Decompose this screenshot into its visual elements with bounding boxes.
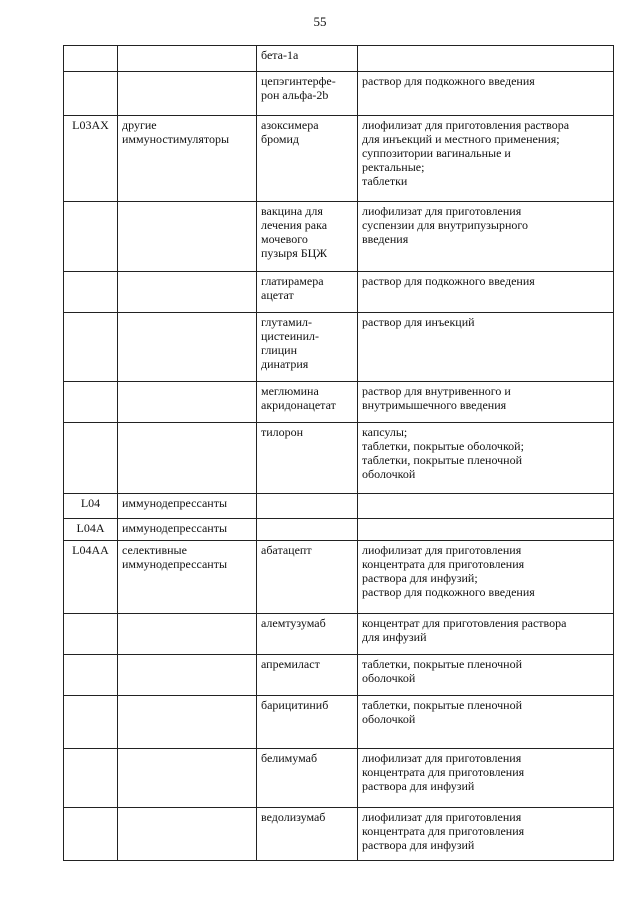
dosage-form-cell: лиофилизат для приготовления раствора для инъекций и местного применения; суппозитории вагинальные и ректальные; таблетки — [358, 116, 614, 202]
atc-group-cell — [118, 313, 257, 382]
atc-group-cell: селективные иммунодепрессанты — [118, 541, 257, 614]
atc-group-cell — [118, 423, 257, 494]
table-row — [64, 614, 614, 655]
atc-group-cell — [118, 202, 257, 272]
drug-name-cell: алемтузумаб — [257, 614, 358, 655]
dosage-form-cell: концентрат для приготовления раствора для инфузий — [358, 614, 614, 655]
atc-group-cell — [118, 614, 257, 655]
table-row — [64, 423, 614, 494]
dosage-form-cell: раствор для подкожного введения — [358, 272, 614, 313]
atc-group-cell — [118, 72, 257, 116]
atc-code-cell — [64, 696, 118, 749]
table-row — [64, 749, 614, 808]
table-row — [64, 696, 614, 749]
drug-name-cell: глатирамера ацетат — [257, 272, 358, 313]
drug-name-cell: азоксимера бромид — [257, 116, 358, 202]
atc-group-cell — [118, 749, 257, 808]
dosage-form-cell — [358, 46, 614, 72]
table-row — [64, 46, 614, 72]
atc-group-cell — [118, 46, 257, 72]
atc-code-cell — [64, 614, 118, 655]
drug-name-cell: тилорон — [257, 423, 358, 494]
atc-code-cell — [64, 72, 118, 116]
table-row — [64, 202, 614, 272]
drug-name-cell: вакцина для лечения рака мочевого пузыря БЦЖ — [257, 202, 358, 272]
drug-name-cell: абатацепт — [257, 541, 358, 614]
table-row — [64, 519, 614, 541]
drug-name-cell: меглюмина акридонацетат — [257, 382, 358, 423]
atc-group-cell: другие иммуностимуляторы — [118, 116, 257, 202]
dosage-form-cell: раствор для внутривенного и внутримышечного введения — [358, 382, 614, 423]
table-row — [64, 382, 614, 423]
table-row — [64, 116, 614, 202]
dosage-form-cell: раствор для подкожного введения — [358, 72, 614, 116]
table-body — [64, 46, 614, 861]
table-row — [64, 655, 614, 696]
atc-group-cell: иммунодепрессанты — [118, 519, 257, 541]
atc-code-cell — [64, 313, 118, 382]
table-row — [64, 272, 614, 313]
atc-code-cell — [64, 272, 118, 313]
drug-name-cell — [257, 494, 358, 519]
atc-code-cell — [64, 423, 118, 494]
atc-code-cell: L04 — [64, 494, 118, 519]
drug-name-cell: бета-1a — [257, 46, 358, 72]
table-row — [64, 313, 614, 382]
dosage-form-cell: лиофилизат для приготовления концентрата для приготовления раствора для инфузий; раствор для подкожного введения — [358, 541, 614, 614]
drug-name-cell — [257, 519, 358, 541]
dosage-form-cell: лиофилизат для приготовления суспензии для внутрипузырного введения — [358, 202, 614, 272]
atc-code-cell — [64, 655, 118, 696]
atc-code-cell — [64, 808, 118, 861]
atc-group-cell — [118, 382, 257, 423]
table-row — [64, 72, 614, 116]
table-row — [64, 494, 614, 519]
dosage-form-cell: таблетки, покрытые пленочной оболочкой — [358, 655, 614, 696]
drug-name-cell: белимумаб — [257, 749, 358, 808]
table-row — [64, 808, 614, 861]
atc-code-cell — [64, 382, 118, 423]
atc-code-cell — [64, 749, 118, 808]
atc-group-cell — [118, 655, 257, 696]
atc-group-cell — [118, 272, 257, 313]
dosage-form-cell: таблетки, покрытые пленочной оболочкой — [358, 696, 614, 749]
atc-code-cell: L04AA — [64, 541, 118, 614]
dosage-form-cell — [358, 519, 614, 541]
page-number: 55 — [313, 14, 327, 29]
drug-table — [63, 45, 614, 861]
table-row — [64, 541, 614, 614]
drug-name-cell: цепэгинтерфе- рон альфа-2b — [257, 72, 358, 116]
atc-code-cell — [64, 202, 118, 272]
drug-name-cell: глутамил- цистеинил- глицин динатрия — [257, 313, 358, 382]
dosage-form-cell: лиофилизат для приготовления концентрата для приготовления раствора для инфузий — [358, 808, 614, 861]
atc-group-cell — [118, 696, 257, 749]
drug-name-cell: ведолизумаб — [257, 808, 358, 861]
atc-group-cell — [118, 808, 257, 861]
atc-code-cell: L04A — [64, 519, 118, 541]
atc-group-cell: иммунодепрессанты — [118, 494, 257, 519]
drug-name-cell: апремиласт — [257, 655, 358, 696]
dosage-form-cell: раствор для инъекций — [358, 313, 614, 382]
atc-code-cell — [64, 46, 118, 72]
dosage-form-cell — [358, 494, 614, 519]
atc-code-cell: L03AX — [64, 116, 118, 202]
dosage-form-cell: лиофилизат для приготовления концентрата для приготовления раствора для инфузий — [358, 749, 614, 808]
drug-name-cell: барицитиниб — [257, 696, 358, 749]
dosage-form-cell: капсулы; таблетки, покрытые оболочкой; таблетки, покрытые пленочной оболочкой — [358, 423, 614, 494]
